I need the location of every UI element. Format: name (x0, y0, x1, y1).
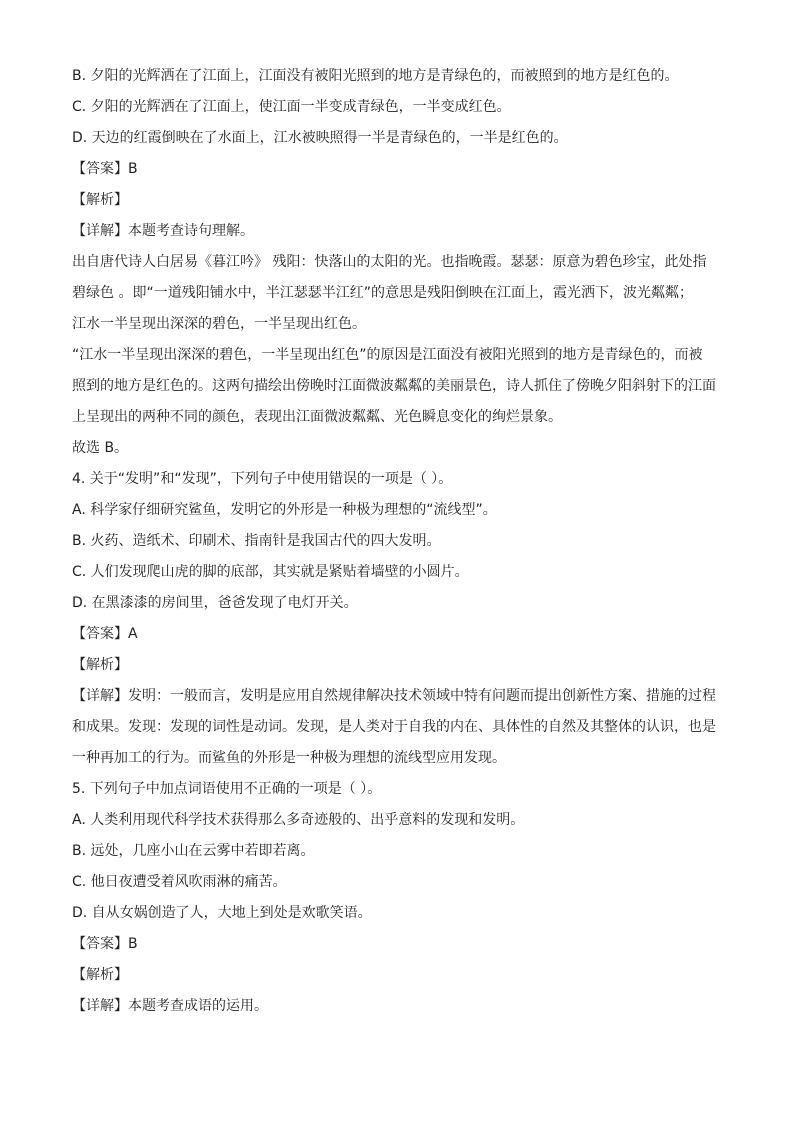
q3-para1-line1: 出自唐代诗人白居易《暮江吟》 残阳：快落山的太阳的光。也指晚霞。瑟瑟：原意为碧色珍宝，此处指 (72, 254, 707, 270)
q4-detail-line1: 【详解】发明：一般而言，发明是应用自然规律解决技术领域中特有问题而提出创新性方案、措施的过程 (72, 688, 716, 704)
q5-option-c: C. 他日夜遭受着风吹雨淋的痛苦。 (72, 874, 287, 890)
q3-para2-line2: 照到的地方是红色的。这两句描绘出傍晚时江面微波粼粼的美丽景色，诗人抓住了傍晚夕阳斜射下的江面 (72, 378, 716, 394)
q5-option-b: B. 远处，几座小山在云雾中若即若离。 (72, 843, 315, 859)
q3-option-c: C. 夕阳的光辉洒在了江面上，使江面一半变成青绿色，一半变成红色。 (72, 99, 511, 115)
q3-option-b: B. 夕阳的光辉洒在了江面上，江面没有被阳光照到的地方是青绿色的，而被照到的地方是红色的。 (72, 68, 679, 84)
q4-answer: 【答案】A (72, 626, 138, 642)
q4-option-b: B. 火药、造纸术、印刷术、指南针是我国古代的四大发明。 (72, 533, 441, 549)
q4-option-a: A. 科学家仔细研究鲨鱼，发明它的外形是一种极为理想的“流线型”。 (72, 502, 497, 518)
q4-analysis-label: 【解析】 (72, 657, 128, 673)
q3-conclusion: 故选 B。 (72, 440, 129, 456)
q5-stem: 5. 下列句子中加点词语使用不正确的一项是（ ）。 (72, 781, 382, 797)
q3-option-d: D. 天边的红霞倒映在了水面上，江水被映照得一半是青绿色的，一半是红色的。 (72, 130, 568, 146)
q3-para2-line3: 上呈现出的两种不同的颜色，表现出江面微波粼粼、光色瞬息变化的绚烂景象。 (72, 409, 562, 425)
q4-option-c: C. 人们发现爬山虎的脚的底部，其实就是紧贴着墙壁的小圆片。 (72, 564, 469, 580)
q5-option-d: D. 自从女娲创造了人，大地上到处是欢歌笑语。 (72, 905, 372, 921)
q4-detail-line3: 一种再加工的行为。而鲨鱼的外形是一种极为理想的流线型应用发现。 (72, 750, 506, 766)
q5-analysis-label: 【解析】 (72, 967, 128, 983)
q3-analysis-label: 【解析】 (72, 192, 128, 208)
q3-para1-line2: 碧绿色 。即“一道残阳铺水中，半江瑟瑟半江红”的意思是残阳倒映在江面上，霞光洒下，波光粼粼； (72, 285, 693, 301)
q4-stem: 4. 关于“发明”和“发现”，下列句子中使用错误的一项是（ ）。 (72, 471, 453, 487)
q5-detail: 【详解】本题考查成语的运用。 (72, 998, 268, 1014)
q5-answer: 【答案】B (72, 936, 138, 952)
q3-para1-line3: 江水一半呈现出深深的碧色，一半呈现出红色。 (72, 316, 366, 332)
q3-para2-line1: “江水一半呈现出深深的碧色，一半呈现出红色”的原因是江面没有被阳光照到的地方是青绿色的，而被 (72, 347, 703, 363)
q3-answer: 【答案】B (72, 161, 138, 177)
q4-detail-line2: 和成果。发现：发现的词性是动词。发现，是人类对于自我的内在、具体性的自然及其整体的认识，也是 (72, 719, 716, 735)
q4-option-d: D. 在黑漆漆的房间里，爸爸发现了电灯开关。 (72, 595, 358, 611)
q3-detail: 【详解】本题考查诗句理解。 (72, 223, 254, 239)
q5-option-a: A. 人类利用现代科学技术获得那么多奇迹般的、出乎意料的发现和发明。 (72, 812, 525, 828)
